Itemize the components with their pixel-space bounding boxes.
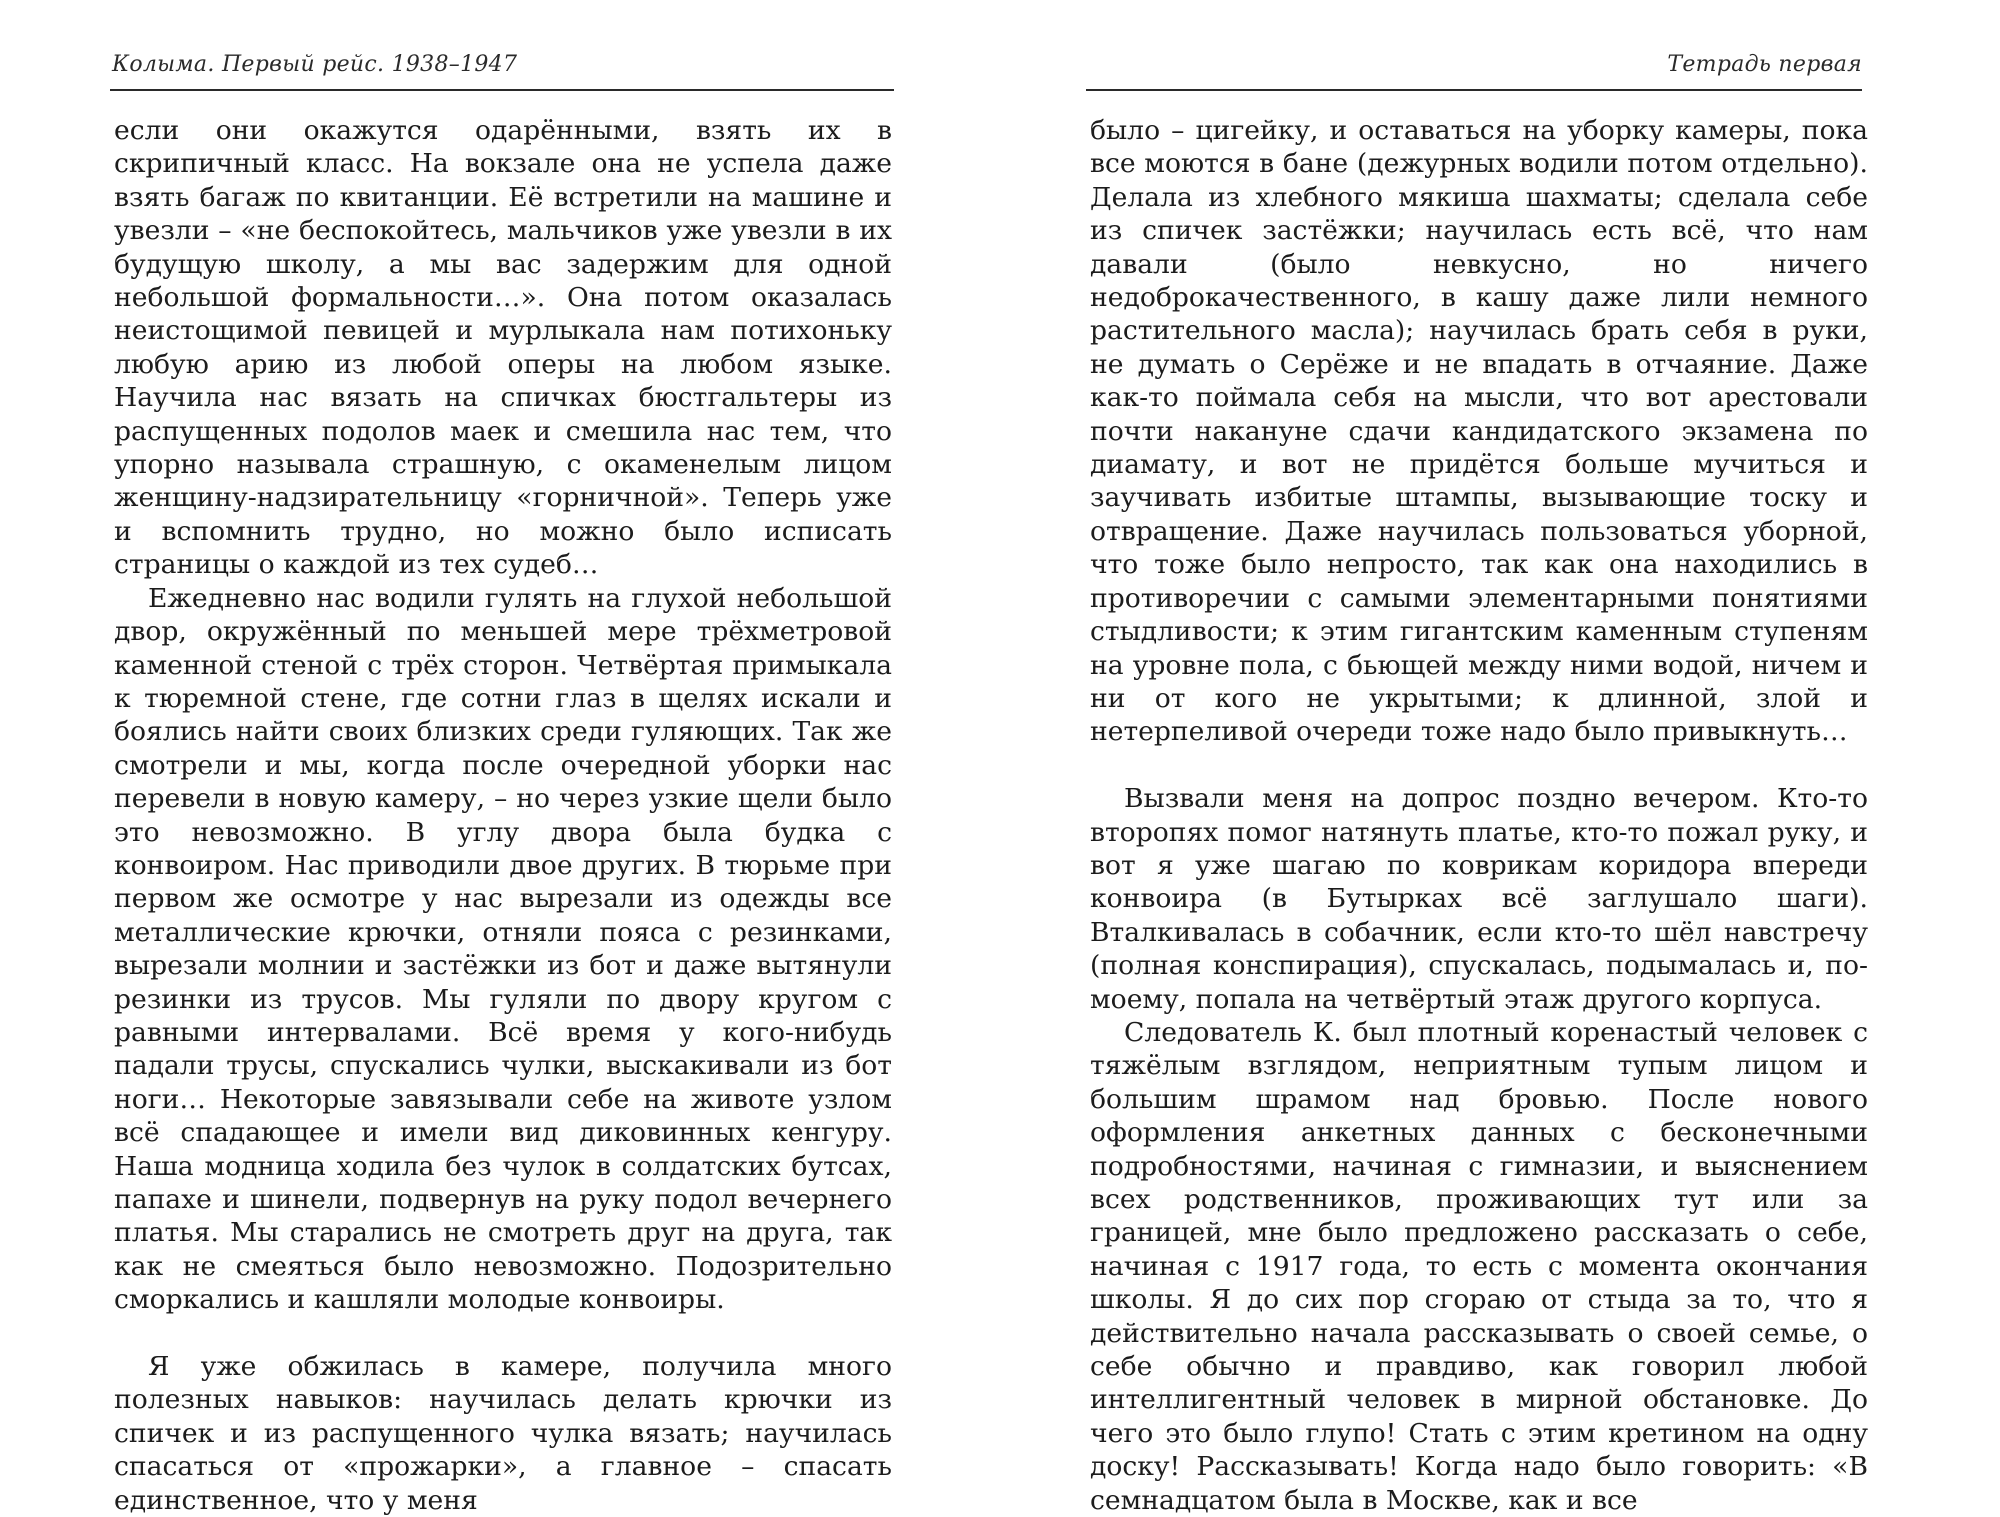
paragraph: Ежедневно нас водили гулять на глухой небольшой двор, окружённый по меньшей мере трёхметровой каменной стеной с трёх сторон. Четвёртая примыкала к тюремной стене, где сотни глаз в щелях искали и боялись найти своих близких среди гуляющих. Так же смотрели и мы, когда после очередной уборки нас перевели в новую камеру, – но через узкие щели было это невозможно. В углу двора была будка с конвоиром. Нас приводили двое других. В тюрьме при первом же осмотре у нас вырезали из одежды все металлические крючки, отняли пояса с резинками, вырезали молнии и застёжки из бот и даже вытянули резинки из трусов. Мы гуляли по двору кругом с равными интервалами. Всё время у кого-нибудь падали трусы, спускались чулки, выскакивали из бот ноги… Некоторые завязывали себе на животе узлом всё спадающее и имели вид диковинных кенгуру. Наша модница ходила без чулок в солдатских бутсах, папахе и шинели, подвернув на руку подол вечернего платья. Мы старались не смотреть друг на друга, так как не смеяться было невозможно. Подозрительно сморкались и кашляли молодые конвоиры. bbox=[114, 582, 892, 1316]
left-page-text bbox=[114, 114, 892, 1517]
paragraph: если они окажутся одарёнными, взять их в скрипичный класс. На вокзале она не успела даже взять багаж по квитанции. Её встретили на машине и увезли – «не беспокойтесь, мальчиков уже увезли в их будущую школу, а мы вас задержим для одной небольшой формальности…». Она потом оказалась неистощимой певицей и мурлыкала нам потихоньку любую арию из любой оперы на любом языке. Научила нас вязать на спичках бюстгальтеры из распущенных подолов маек и смешила нас тем, что упорно называла страшную, с окаменелым лицом женщину-надзирательницу «горничной». Теперь уже и вспомнить трудно, но можно было исписать страницы о каждой из тех судеб… bbox=[114, 115, 892, 581]
left-running-head: Колыма. Первый рейс. 1938–1947 bbox=[112, 52, 518, 77]
left-header-rule bbox=[110, 89, 894, 91]
left-page bbox=[0, 0, 1000, 1516]
section-break bbox=[114, 1317, 892, 1350]
section-break bbox=[1090, 749, 1868, 782]
paragraph: Я уже обжилась в камере, получила много полезных навыков: научилась делать крючки из спичек и из распущенного чулка вязать; научилась спасаться от «прожарки», а главное – спасать единственное, что у меня bbox=[114, 1351, 892, 1516]
paragraph: было – цигейку, и оставаться на уборку камеры, пока все моются в бане (дежурных водили потом отдельно). Делала из хлебного мякиша шахматы; сделала себе из спичек застёжки; научилась есть всё, что нам давали (было невкусно, но ничего недоброкачественного, в кашу даже лили немного растительного масла); научилась брать себя в руки, не думать о Серёже и не впадать в отчаяние. Даже как-то поймала себя на мысли, что вот арестовали почти накануне сдачи кандидатского экзамена по диамату, и вот не придётся больше мучиться и заучивать избитые штампы, вызывающие тоску и отвращение. Даже научилась пользоваться уборной, что тоже было непросто, так как она находились в противоречии с самыми элементарными понятиями стыдливости; к этим гигантским каменным ступеням на уровне пола, с бьющей между ними водой, ничем и ни от кого не укрытыми; к длинной, злой и нетерпеливой очереди тоже надо было привыкнуть… bbox=[1090, 115, 1868, 748]
right-header-rule bbox=[1086, 89, 1862, 91]
paragraph: Вызвали меня на допрос поздно вечером. Кто-то второпях помог натянуть платье, кто-то пожал руку, и вот я уже шагаю по коврикам коридора впереди конвоира (в Бутырках всё заглушало шаги). Вталкивалась в собачник, если кто-то шёл навстречу (полная конспирация), спускалась, подымалась и, по-моему, попала на четвёртый этаж другого корпуса. bbox=[1090, 783, 1868, 1015]
paragraph: Следователь К. был плотный коренастый человек с тяжёлым взглядом, неприятным тупым лицом и большим шрамом над бровью. После нового оформления анкетных данных с бесконечными подробностями, начиная с гимназии, и выяснением всех родственников, проживающих тут или за границей, мне было предложено рассказать о себе, начиная с 1917 года, то есть с момента окончания школы. Я до сих пор сгораю от стыда за то, что я действительно начала рассказывать о своей семье, о себе обычно и правдиво, как говорил любой интеллигентный человек в мирной обстановке. До чего это было глупо! Стать с этим кретином на одну доску! Рассказывать! Когда надо было говорить: «В семнадцатом была в Москве, как и все bbox=[1090, 1016, 1868, 1516]
right-page-text bbox=[1090, 114, 1868, 1517]
right-page bbox=[1000, 0, 2000, 1516]
right-running-head: Тетрадь первая bbox=[1667, 52, 1862, 77]
